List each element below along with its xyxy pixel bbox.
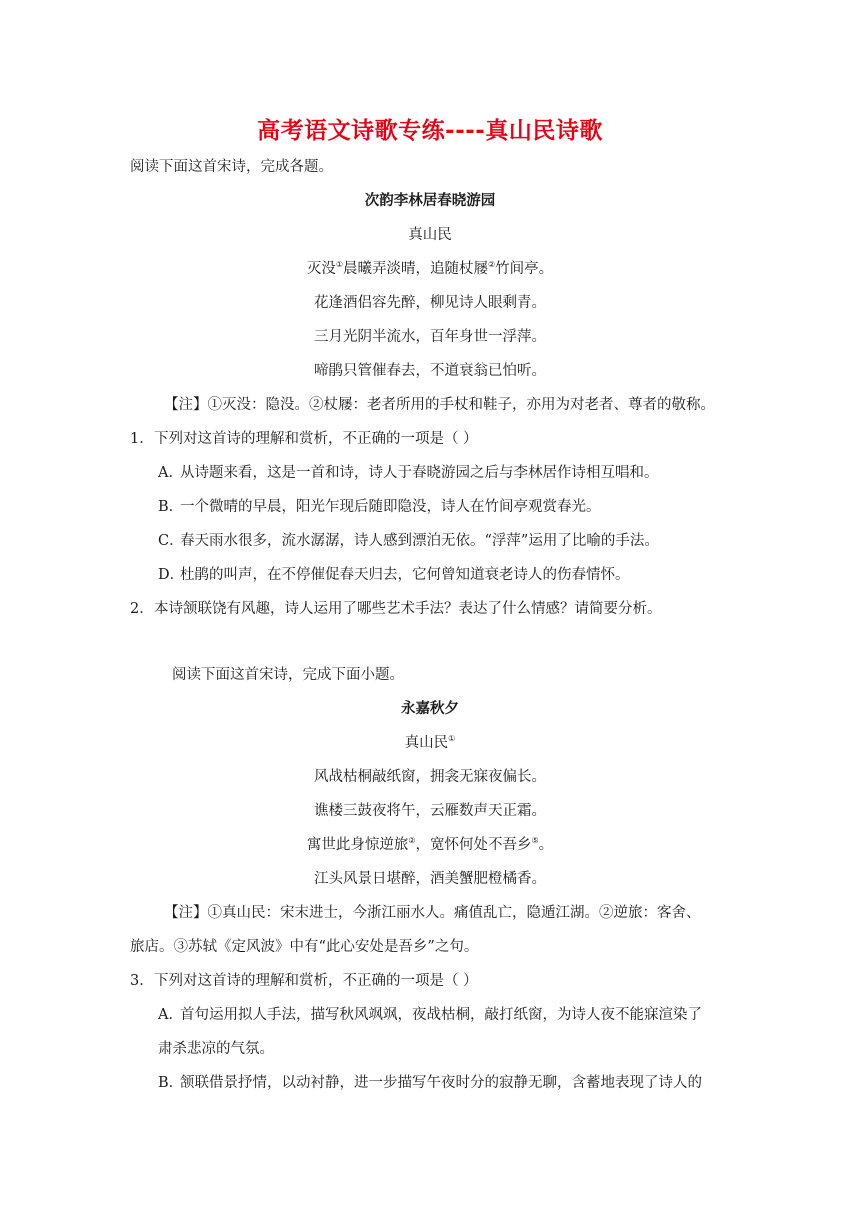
section2-poem-line: 谯楼三鼓夜将午，云雁数声天正霜。 (314, 803, 546, 819)
section1-poem-author: 真山民 (408, 227, 452, 243)
question-3: 3．下列对这首诗的理解和赏析，不正确的一项是（ ） (130, 973, 478, 989)
question-1-option-b: B．一个微晴的早晨，阳光乍现后随即隐没，诗人在竹间亭观赏春光。 (158, 499, 601, 515)
section1-intro: 阅读下面这首宋诗，完成各题。 (130, 159, 333, 175)
section1-poem-line: 三月光阴半流水，百年身世一浮萍。 (314, 329, 546, 345)
section1-poem-title: 次韵李林居春晓游园 (364, 192, 496, 209)
question-3-option-a: A．首句运用拟人手法，描写秋风飒飒，夜战枯桐，敲打纸窗，为诗人夜不能寐渲染了 (158, 1007, 702, 1023)
section2-poem-line: 寓世此身惊逆旅②，宽怀何处不吾乡⑤。 (306, 836, 554, 853)
section1-note: 【注】①灭没：隐没。②杖屦：老者所用的手杖和鞋子，亦用为对老者、尊者的敬称。 (164, 397, 715, 413)
section2-poem-line: 江头风景日堪醉，酒美蟹肥橙橘香。 (314, 871, 546, 887)
section2-note-line1: 【注】①真山民：宋末进士，今浙江丽水人。痛值乱亡，隐遁江湖。②逆旅：客舍、 (164, 905, 701, 921)
section2-note-line2: 旅店。③苏轼《定风波》中有“此心安处是吾乡”之句。 (130, 939, 479, 955)
question-3-option-a-cont: 肃杀悲凉的气氛。 (158, 1041, 274, 1057)
question-1-option-d: D．杜鹃的叫声，在不停催促春天归去，它何曾知道衰老诗人的伤春情怀。 (158, 567, 630, 583)
section1-poem-line: 花逢酒侣容先醉，柳见诗人眼剩青。 (314, 295, 546, 311)
section2-poem-title: 永嘉秋夕 (401, 700, 459, 717)
question-1-option-c: C．春天雨水很多，流水潺潺，诗人感到漂泊无依。“浮萍”运用了比喻的手法。 (158, 533, 659, 549)
document-title: 高考语文诗歌专练----真山民诗歌 (257, 118, 603, 144)
question-1: 1．下列对这首诗的理解和赏析，不正确的一项是（ ） (130, 431, 478, 447)
question-2: 2．本诗颔联饶有风趣，诗人运用了哪些艺术手法？表达了什么情感？请简要分析。 (130, 601, 662, 617)
section1-poem-line: 啼鹃只管催春去，不道衰翁已怕听。 (314, 363, 546, 379)
section2-intro: 阅读下面这首宋诗，完成下面小题。 (172, 667, 404, 683)
question-3-option-b: B．颔联借景抒情，以动衬静，进一步描写午夜时分的寂静无聊，含蓄地表现了诗人的 (158, 1075, 702, 1091)
section2-poem-line: 风战枯桐敲纸窗，拥衾无寐夜偏长。 (314, 769, 546, 785)
section1-poem-line: 灭没①晨曦弄淡晴，追随杖屦②竹间亭。 (306, 260, 554, 277)
question-1-option-a: A．从诗题来看，这是一首和诗，诗人于春晓游园之后与李林居作诗相互唱和。 (158, 465, 659, 481)
section2-poem-author: 真山民① (404, 734, 456, 751)
